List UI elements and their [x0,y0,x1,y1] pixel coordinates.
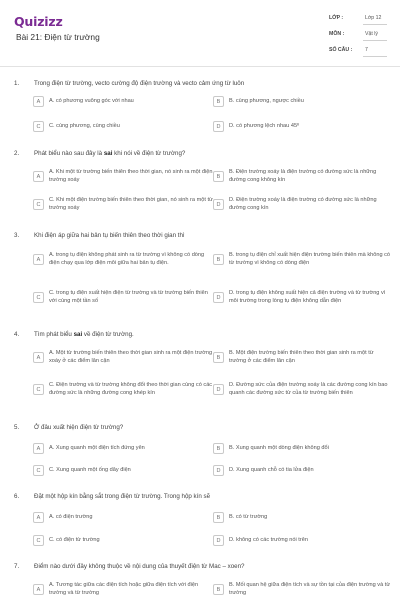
option-a[interactable] [33,582,213,597]
option-letter-badge: B [213,96,224,107]
option-letter-badge: A [33,254,44,265]
option-letter-badge: A [33,584,44,595]
page-title: Bài 21: Điện từ trường [16,32,100,42]
option-b[interactable] [213,169,391,184]
option-b[interactable] [213,443,391,454]
question-number: 5. [14,424,20,431]
option-d[interactable] [213,465,391,476]
option-letter-badge: A [33,352,44,363]
option-letter-badge: C [33,465,44,476]
worksheet-header [0,0,400,68]
option-text: B. Mối quan hệ giữa điện tích và sự tồn tại của điện trường và từ trường [229,582,391,596]
option-letter-badge: A [33,443,44,454]
option-letter-badge: B [213,254,224,265]
option-b[interactable] [213,582,391,597]
option-letter-badge: D [213,199,224,210]
option-text: C. trong tụ điện xuất hiện điện từ trường và từ trường biến thiên với cùng một tần số [49,290,208,304]
option-b[interactable] [213,96,391,107]
option-text: C. Khi một điện trường biến thiên theo thời gian, nó sinh ra một từ trường xoáy [49,197,213,211]
question-text: Phát biểu nào sau đây là sai khi nói về điện từ trường? [34,150,186,157]
option-d[interactable] [213,290,391,305]
option-letter-badge: B [213,584,224,595]
meta-question-count [329,46,387,57]
option-text: B. Một điện trường biến thiên theo thời gian sinh ra một từ trường ở các điểm lân cận [229,350,374,364]
option-text: D. Điện trường xoáy là điện trường có đường sức là những đường cong kín [229,197,377,211]
meta-underline [363,40,387,41]
meta-value: Lớp 12 [365,15,382,21]
option-b[interactable] [213,350,391,365]
option-text: C. cùng phương, cùng chiều [49,122,120,129]
option-text: B. Điện trường xoáy là điện trường có đường sức là những đường cong không kín [229,169,377,183]
option-a[interactable] [33,350,213,365]
option-c[interactable] [33,197,213,212]
option-text: A. trong tụ điện không phát sinh ra từ trường vì không có dòng điện chạy qua lớp điện môi giữa hai bản tụ điện. [49,252,205,266]
option-text: B. có từ trường [229,513,268,520]
option-letter-badge: A [33,96,44,107]
option-letter-badge: B [213,352,224,363]
question-text: Điểm nào dưới đây không thuộc về nội dung của thuyết điện từ Mac – xoen? [34,563,245,570]
option-d[interactable] [213,121,391,132]
option-b[interactable] [213,512,391,523]
option-letter-badge: D [213,535,224,546]
option-text: C. có điện từ trường [49,536,100,543]
meta-subject [329,30,387,41]
question-number: 6. [14,493,20,500]
option-letter-badge: C [33,121,44,132]
option-text: A. có phương vuông góc với nhau [49,97,134,104]
meta-label: SỐ CÂU : [329,47,353,53]
option-text: A. Một từ trường biến thiên theo thời gian sinh ra một điện trường xoáy ở các điểm lân cận [49,350,213,364]
option-letter-badge: B [213,512,224,523]
quizizz-logo: Quizizz [14,14,63,29]
meta-value: Vật lý [365,31,378,37]
meta-label: MÔN : [329,31,345,37]
option-a[interactable] [33,512,213,523]
option-a[interactable] [33,252,213,267]
question-text: Trong điện từ trường, vecto cường độ điện trường và vecto cảm ứng từ luôn [34,80,245,87]
option-letter-badge: D [213,384,224,395]
meta-underline [363,56,387,57]
option-a[interactable] [33,96,213,107]
option-text: A. Tương tác giữa các điện tích hoặc giữa điện tích với điện trường và từ trường [49,582,199,596]
option-text: A. có điện trường [49,513,93,520]
question-number: 3. [14,232,20,239]
option-letter-badge: C [33,535,44,546]
option-text: D. có phương lệch nhau 45º [229,122,300,129]
option-letter-badge: C [33,292,44,303]
option-d[interactable] [213,382,391,397]
option-a[interactable] [33,169,213,184]
question-text: Khi điện áp giữa hai bản tụ biến thiên theo thời gian thì [34,232,185,239]
option-letter-badge: D [213,121,224,132]
option-text: D. Đường sức của điện trường xoáy là các đường cong kín bao quanh các đường sức từ của từ trường biến thiên [229,382,388,396]
option-text: B. Xung quanh một dòng điện không đổi [229,444,329,451]
option-text: B. trong tụ điện chỉ xuất hiện điện trường biến thiên mà không có từ trường vì không có dòng điện [229,252,391,266]
option-text: C. Điện trường và từ trường không đổi theo thời gian cùng có các đường sức là những đường cong khép kín [49,382,213,396]
option-letter-badge: C [33,199,44,210]
option-letter-badge: B [213,443,224,454]
question-number: 4. [14,331,20,338]
option-d[interactable] [213,197,391,212]
option-text: A. Khi một từ trường biến thiên theo thời gian, nó sinh ra một điện trường xoáy [49,169,213,183]
meta-label: LỚP : [329,15,344,21]
option-text: D. không có các trường nói trên [229,536,308,543]
option-letter-badge: D [213,292,224,303]
option-text: A. Xung quanh một điện tích đứng yên [49,444,145,451]
option-text: B. cùng phương, ngược chiều [229,97,304,104]
option-letter-badge: A [33,512,44,523]
option-c[interactable] [33,382,213,397]
option-letter-badge: B [213,171,224,182]
option-letter-badge: A [33,171,44,182]
option-text: D. trong tụ điện không xuất hiện cả điện trường và từ trường vì môi trường trong lòng tụ điện không dẫn điện [229,290,386,304]
header-divider [0,66,400,67]
option-c[interactable] [33,535,213,546]
option-letter-badge: C [33,384,44,395]
option-c[interactable] [33,465,213,476]
option-text: C. Xung quanh một ống dây điện [49,466,131,473]
question-text: Ở đâu xuất hiện điện từ trường? [34,424,124,431]
question-number: 7. [14,563,20,570]
option-text: D. Xung quanh chỗ có tia lửa điện [229,466,314,473]
option-b[interactable] [213,252,391,267]
question-text: Đặt một hộp kín bằng sắt trong điện từ trường. Trong hộp kín sẽ [34,493,211,500]
option-d[interactable] [213,535,391,546]
meta-grade [329,14,387,25]
option-a[interactable] [33,443,213,454]
meta-value: 7 [365,47,368,53]
option-c[interactable] [33,121,213,132]
question-text: Tìm phát biểu sai về điện từ trường. [34,331,134,338]
option-c[interactable] [33,290,213,305]
option-letter-badge: D [213,465,224,476]
question-number: 2. [14,150,20,157]
meta-underline [363,24,387,25]
question-number: 1. [14,80,20,87]
